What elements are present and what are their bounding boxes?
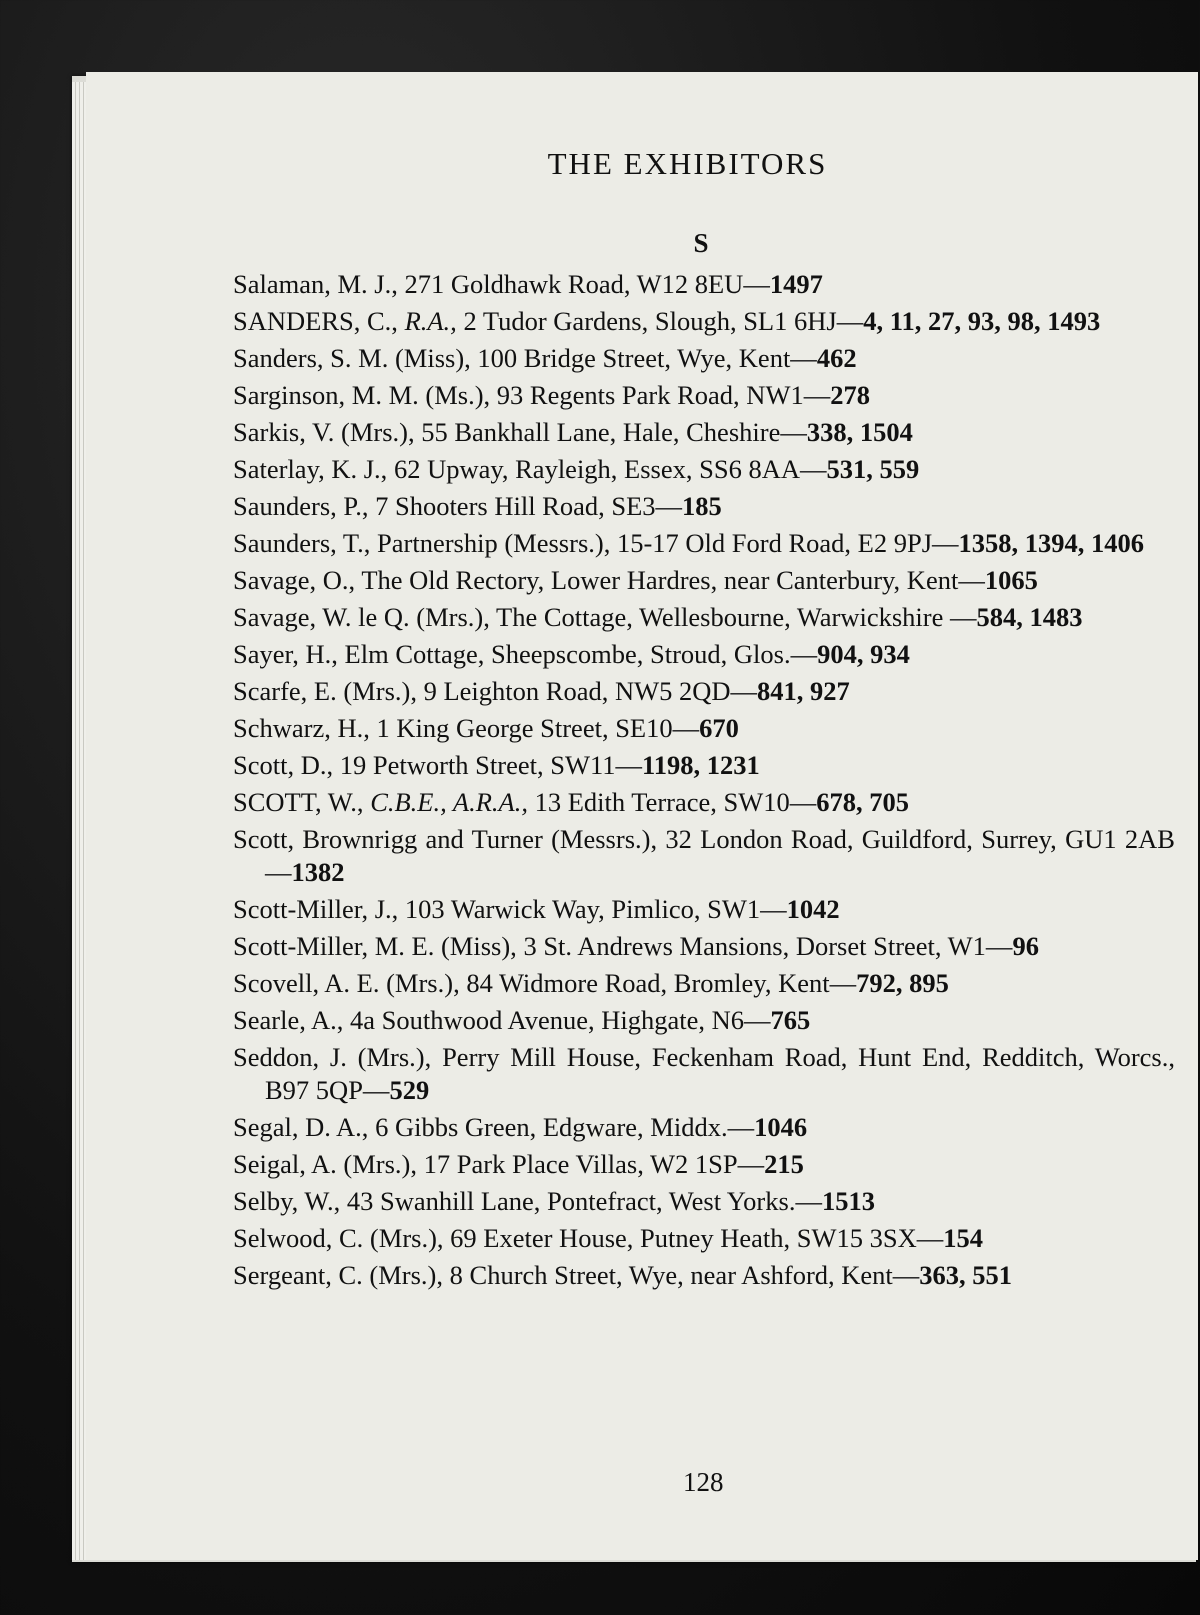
- exhibitor-entry: [233, 1148, 1175, 1181]
- exhibitor-address: 69 Exeter House, Putney Heath, SW15 3SX—: [443, 1223, 944, 1253]
- exhibitor-address: 4a Southwood Avenue, Highgate, N6—: [343, 1005, 771, 1035]
- exhibitor-address: 32 London Road, Guildford, Surrey, GU1 2AB—: [265, 824, 1175, 887]
- exhibitor-address: 100 Bridge Street, Wye, Kent—: [470, 343, 817, 373]
- exhibitor-entry: [233, 638, 1175, 671]
- exhibitor-address: 84 Widmore Road, Bromley, Kent—: [459, 968, 857, 998]
- exhibitor-name: Sayer, H.,: [233, 639, 338, 669]
- exhibitor-address: 7 Shooters Hill Road, SE3—: [368, 491, 683, 521]
- exhibitor-name: Sarginson, M. M. (Ms.),: [233, 380, 491, 410]
- catalogue-numbers: 841, 927: [757, 676, 850, 706]
- exhibitor-entry: [233, 305, 1175, 338]
- exhibitor-address: 13 Edith Terrace, SW10—: [527, 787, 817, 817]
- catalogue-numbers: 1046: [754, 1112, 808, 1142]
- exhibitor-address: 55 Bankhall Lane, Hale, Cheshire—: [414, 417, 807, 447]
- exhibitor-entry: [233, 1111, 1175, 1144]
- catalogue-numbers: 185: [682, 491, 722, 521]
- exhibitor-entry: [233, 893, 1175, 926]
- catalogue-numbers: 670: [699, 713, 739, 743]
- catalogue-numbers: 4, 11, 27, 93, 98, 1493: [863, 306, 1101, 336]
- exhibitor-address: 1 King George Street, SE10—: [369, 713, 700, 743]
- exhibitor-name: SCOTT, W.,: [233, 787, 364, 817]
- exhibitor-entry: [233, 416, 1175, 449]
- page-number: 128: [683, 1467, 724, 1497]
- exhibitor-entry: [233, 712, 1175, 745]
- exhibitor-name: Segal, D. A.,: [233, 1112, 369, 1142]
- exhibitor-address: 43 Swanhill Lane, Pontefract, West Yorks.—: [340, 1186, 822, 1216]
- exhibitor-address: 62 Upway, Rayleigh, Essex, SS6 8AA—: [387, 454, 827, 484]
- exhibitor-name: Schwarz, H.,: [233, 713, 370, 743]
- catalogue-numbers: 1513: [821, 1186, 875, 1216]
- catalogue-numbers: 765: [770, 1005, 811, 1035]
- exhibitor-entry: [233, 1041, 1175, 1107]
- catalogue-numbers: 792, 895: [856, 968, 949, 998]
- exhibitor-name: Saunders, P.,: [233, 491, 369, 521]
- page-heading: THE EXHIBITORS: [547, 146, 828, 181]
- exhibitor-name: Scott-Miller, J.,: [233, 894, 399, 924]
- exhibitor-name: Sarkis, V. (Mrs.),: [233, 417, 415, 447]
- exhibitor-entry: [233, 786, 1175, 819]
- exhibitor-name: Savage, W. le Q. (Mrs.),: [233, 602, 490, 632]
- exhibitor-entry: [233, 268, 1175, 301]
- exhibitor-name: Sergeant, C. (Mrs.),: [233, 1260, 444, 1290]
- catalogue-numbers: 154: [943, 1223, 984, 1253]
- exhibitor-name: Seigal, A. (Mrs.),: [233, 1149, 418, 1179]
- exhibitor-name: Scott-Miller, M. E. (Miss),: [233, 931, 517, 961]
- exhibitor-address: 15-17 Old Ford Road, E2 9PJ—: [610, 528, 959, 558]
- exhibitor-address: 103 Warwick Way, Pimlico, SW1—: [398, 894, 787, 924]
- exhibitor-entry: [233, 823, 1175, 889]
- section-letter: S: [693, 228, 709, 258]
- catalogue-numbers: 278: [830, 380, 870, 410]
- exhibitor-title: R.A.,: [397, 306, 457, 336]
- exhibitor-entry: [233, 967, 1175, 1000]
- exhibitor-address: 93 Regents Park Road, NW1—: [490, 380, 831, 410]
- exhibitor-entry: [233, 930, 1175, 963]
- exhibitor-name: Salaman, M. J.,: [233, 269, 398, 299]
- catalogue-numbers: 1198, 1231: [642, 750, 760, 780]
- exhibitor-name: Scarfe, E. (Mrs.),: [233, 676, 417, 706]
- exhibitor-name: Scott, D.,: [233, 750, 334, 780]
- exhibitor-entry: [233, 1222, 1175, 1255]
- exhibitor-name: SANDERS, C.,: [233, 306, 398, 336]
- exhibitor-title: C.B.E., A.R.A.,: [363, 787, 528, 817]
- exhibitor-address: Perry Mill House, Feckenham Road, Hunt End, Redditch, Worcs., B97 5QP—: [265, 1042, 1175, 1105]
- exhibitor-list: [233, 268, 1175, 1296]
- exhibitor-name: Scott, Brownrigg and Turner (Messrs.),: [233, 824, 658, 854]
- exhibitor-entry: [233, 564, 1175, 597]
- exhibitor-name: Saterlay, K. J.,: [233, 454, 388, 484]
- exhibitor-entry: [233, 1259, 1175, 1292]
- exhibitor-name: Selby, W.,: [233, 1186, 341, 1216]
- exhibitor-name: Savage, O.,: [233, 565, 356, 595]
- catalogue-numbers: 363, 551: [919, 1260, 1013, 1290]
- exhibitor-address: 19 Petworth Street, SW11—: [333, 750, 643, 780]
- exhibitor-entry: [233, 453, 1175, 486]
- catalogue-numbers: 678, 705: [816, 787, 910, 817]
- exhibitor-entry: [233, 1004, 1175, 1037]
- exhibitor-name: Scovell, A. E. (Mrs.),: [233, 968, 460, 998]
- catalogue-numbers: 529: [389, 1075, 430, 1105]
- exhibitor-name: Sanders, S. M. (Miss),: [233, 343, 471, 373]
- exhibitor-address: 2 Tudor Gardens, Slough, SL1 6HJ—: [456, 306, 864, 336]
- exhibitor-entry: [233, 490, 1175, 523]
- exhibitor-address: The Old Rectory, Lower Hardres, near Canterbury, Kent—: [355, 565, 985, 595]
- catalogue-numbers: 1497: [769, 269, 823, 299]
- exhibitor-entry: [233, 379, 1175, 412]
- exhibitor-entry: [233, 749, 1175, 782]
- exhibitor-entry: [233, 1185, 1175, 1218]
- exhibitor-entry: [233, 342, 1175, 375]
- exhibitor-address: 8 Church Street, Wye, near Ashford, Kent—: [443, 1260, 920, 1290]
- exhibitor-entry: [233, 527, 1175, 560]
- catalogue-numbers: 1065: [984, 565, 1038, 595]
- exhibitor-address: 271 Goldhawk Road, W12 8EU—: [397, 269, 770, 299]
- catalogue-numbers: 1358, 1394, 1406: [958, 528, 1145, 558]
- catalogue-numbers: 1382: [291, 857, 345, 887]
- catalogue-numbers: 904, 934: [817, 639, 910, 669]
- catalogue-numbers: 338, 1504: [806, 417, 913, 447]
- exhibitor-address: 3 St. Andrews Mansions, Dorset Street, W1—: [516, 931, 1013, 961]
- exhibitor-name: Searle, A.,: [233, 1005, 344, 1035]
- catalogue-numbers: 215: [764, 1149, 804, 1179]
- catalogue-numbers: 584, 1483: [976, 602, 1083, 632]
- exhibitor-address: Elm Cottage, Sheepscombe, Stroud, Glos.—: [337, 639, 818, 669]
- exhibitor-address: 9 Leighton Road, NW5 2QD—: [416, 676, 758, 706]
- catalogue-numbers: 96: [1012, 931, 1039, 961]
- exhibitor-name: Selwood, C. (Mrs.),: [233, 1223, 444, 1253]
- catalogue-numbers: 531, 559: [826, 454, 920, 484]
- exhibitor-name: Saunders, T., Partnership (Messrs.),: [233, 528, 611, 558]
- catalogue-numbers: 462: [816, 343, 857, 373]
- exhibitor-entry: [233, 675, 1175, 708]
- exhibitor-entry: [233, 601, 1175, 634]
- exhibitor-name: Seddon, J. (Mrs.),: [233, 1042, 432, 1072]
- exhibitor-address: The Cottage, Wellesbourne, Warwickshire —: [489, 602, 977, 632]
- catalogue-numbers: 1042: [786, 894, 840, 924]
- exhibitor-address: 17 Park Place Villas, W2 1SP—: [417, 1149, 765, 1179]
- exhibitor-address: 6 Gibbs Green, Edgware, Middx.—: [368, 1112, 755, 1142]
